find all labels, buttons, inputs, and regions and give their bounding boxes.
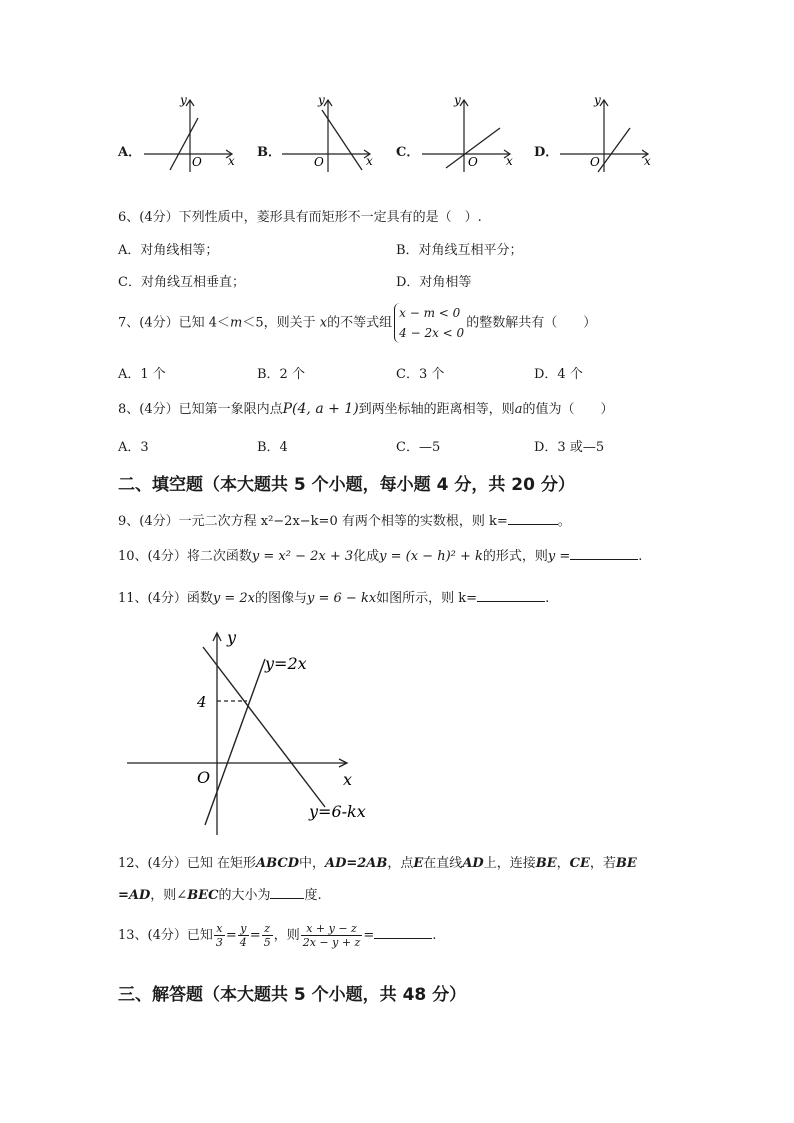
q10-f2: y = (x − h)² + k: [379, 549, 483, 564]
q13-mid: ，则: [273, 928, 300, 943]
q5-c-o: O: [468, 155, 478, 169]
q13-frac-y4: [238, 922, 249, 949]
q13-f3d: 5: [263, 936, 271, 949]
q7-option-b: B．2 个: [257, 367, 305, 382]
q12-t5: ，: [556, 856, 570, 871]
q6-option-b: B．对角线互相平分；: [396, 243, 523, 258]
q11-stem: [118, 587, 549, 606]
q12-bec: BEC: [187, 888, 219, 903]
q7-m: m: [230, 315, 243, 331]
q8-option-a: A．3: [118, 440, 149, 455]
q5-option-c-label: C．: [396, 145, 420, 160]
q13-bigd: 2x − y + z: [302, 936, 361, 949]
q8-option-d: D．3 或—5: [534, 440, 605, 455]
q11-graph-origin: O: [197, 768, 211, 787]
q12-t8: 的大小为: [218, 888, 271, 903]
q12-line-1: [118, 852, 637, 871]
q8-stem: [118, 398, 613, 417]
q13-answer-blank: [374, 926, 432, 939]
q11-graph: [125, 625, 377, 837]
q11-answer-blank: [477, 589, 545, 602]
q5-b-x: x: [366, 154, 373, 168]
q7-mid: ＜5，则关于: [242, 315, 316, 331]
q13-f2d: 4: [239, 936, 247, 949]
q12-e: E: [413, 856, 424, 871]
q11-mid: 的图像与: [255, 591, 308, 606]
q12-ad2ab: AD=2AB: [324, 856, 388, 871]
q11-graph-label-6-kx: y=6-kx: [309, 802, 366, 821]
q5-b-o: O: [314, 155, 324, 169]
q13-bign: x + y − z: [301, 922, 363, 936]
q11-graph-label-2x: y=2x: [265, 654, 307, 673]
section-2-heading: 二、填空题（本大题共 5 个小题，每小题 4 分，共 20 分）: [118, 475, 575, 495]
q5-option-d-graph: [556, 92, 656, 174]
q11-end: .: [545, 591, 550, 606]
section-3-heading: 三、解答题（本大题共 5 个小题，共 48 分）: [118, 985, 467, 1005]
q12-be2: BE: [615, 856, 637, 871]
q10-end: .: [638, 549, 643, 564]
q5-d-o: O: [590, 155, 600, 169]
q7-system: [394, 303, 464, 343]
q5-d-y: y: [594, 93, 601, 107]
q12-t7: ，则∠: [150, 888, 188, 903]
q6-stem: 6、(4分）下列性质中，菱形具有而矩形不一定具有的是（ ）.: [118, 210, 482, 225]
q12-t2: ，点: [387, 856, 414, 871]
q13-f1n: x: [214, 922, 225, 936]
q9-text: 9、(4分）一元二次方程 x²−2x−k=0 有两个相等的实数根，则 k=: [118, 514, 508, 529]
q7-mid2: 的不等式组: [327, 315, 393, 331]
q8-a: a: [514, 402, 523, 417]
q7-x: x: [319, 315, 328, 331]
q13-stem: 13、(4分）已知 $\frac{x}{3}$ = $\frac{y}{4}$ = $\frac{z}{5}$ ，则 $\frac{x + y - z}{2x - y + z}$ = .: [118, 922, 437, 949]
q8-point: P(4, a + 1): [282, 401, 359, 417]
q12-eq: =: [118, 888, 129, 903]
q8-suffix: 的值为（ ）: [522, 402, 614, 417]
q7-option-c: C．3 个: [396, 367, 445, 382]
q12-abcd: ABCD: [256, 856, 299, 871]
q6-option-c: C．对角线互相垂直；: [118, 275, 245, 290]
q12-line-2: [118, 884, 322, 903]
q12-t3: 在直线: [423, 856, 463, 871]
q11-line-y-6-kx: [203, 647, 325, 807]
q12-prefix: 12、(4分）已知 在矩形: [118, 856, 257, 871]
q11-f2: y = 6 − kx: [307, 591, 377, 606]
q8-option-b: B．4: [257, 440, 288, 455]
q6-option-a: A．对角线相等；: [118, 243, 219, 258]
q11-f1: y = 2x: [212, 591, 255, 606]
q5-b-y: y: [318, 93, 325, 107]
q12-t1: 中，: [298, 856, 325, 871]
q11-prefix: 11、(4分）函数: [118, 591, 213, 606]
q11-graph-tick-4: 4: [197, 693, 207, 711]
q10-stem: [118, 545, 642, 564]
q10-y: y =: [547, 549, 571, 564]
q7-option-a: A．1 个: [118, 367, 166, 382]
q7-stem: [118, 303, 596, 343]
q12-t4: 上，连接: [483, 856, 536, 871]
q5-a-x: x: [228, 154, 235, 168]
q5-a-y: y: [180, 93, 187, 107]
q13-big-frac: [301, 922, 363, 949]
q8-option-c: C．—5: [396, 440, 441, 455]
q12-t6: ，若: [589, 856, 616, 871]
q11-suffix: 如图所示，则 k=: [376, 591, 478, 606]
q12-ad2: AD: [128, 888, 151, 903]
q7-option-d: D．4 个: [534, 367, 583, 382]
q12-answer-blank: [270, 886, 304, 899]
q5-c-x: x: [506, 154, 513, 168]
q8-mid: 到两坐标轴的距离相等，则: [358, 402, 515, 417]
q6-option-d: D．对角相等: [396, 275, 472, 290]
q12-ad: AD: [462, 856, 484, 871]
q11-line-y-2x: [205, 659, 265, 825]
q5-option-a-graph: [140, 92, 240, 174]
q10-f1: y = x² − 2x + 3: [251, 549, 354, 564]
q10-prefix: 10、(4分）将二次函数: [118, 549, 252, 564]
q10-answer-blank: [570, 547, 638, 560]
q12-t9: 度.: [304, 888, 322, 903]
q13-prefix: 13、(4分）已知: [118, 928, 213, 943]
q13-end: .: [432, 928, 437, 943]
q13-f1d: 3: [215, 936, 223, 949]
q11-graph-x-label: x: [343, 770, 353, 789]
q9-stem: [118, 510, 571, 529]
q12-ce: CE: [569, 856, 590, 871]
q10-mid: 化成: [353, 549, 380, 564]
q13-f2n: y: [238, 922, 249, 936]
q5-option-d-label: D．: [534, 145, 559, 160]
q5-option-b-label: B．: [257, 145, 281, 160]
q5-option-b-graph: [278, 92, 378, 174]
q13-frac-x3: [214, 922, 225, 949]
q13-frac-z5: [262, 922, 273, 949]
q7-suffix: 的整数解共有（ ）: [466, 315, 597, 331]
q11-graph-y-label: y: [227, 628, 237, 647]
q5-a-o: O: [192, 155, 202, 169]
q7-ineq-1: x − m < 0: [399, 306, 461, 320]
q8-prefix: 8、(4分）已知第一象限内点: [118, 402, 283, 417]
q5-c-y: y: [454, 93, 461, 107]
q9-answer-blank: [508, 512, 558, 525]
q5-d-x: x: [644, 154, 651, 168]
q9-end: 。: [557, 514, 571, 529]
q5-option-c-graph: [418, 92, 518, 174]
q13-f3n: z: [262, 922, 273, 936]
q7-prefix: 7、(4分）已知 4＜: [118, 315, 231, 331]
q5-option-a-label: A．: [118, 145, 142, 160]
q7-ineq-2: 4 − 2x < 0: [399, 326, 465, 340]
q12-be: BE: [535, 856, 557, 871]
q10-mid2: 的形式，则: [482, 549, 548, 564]
